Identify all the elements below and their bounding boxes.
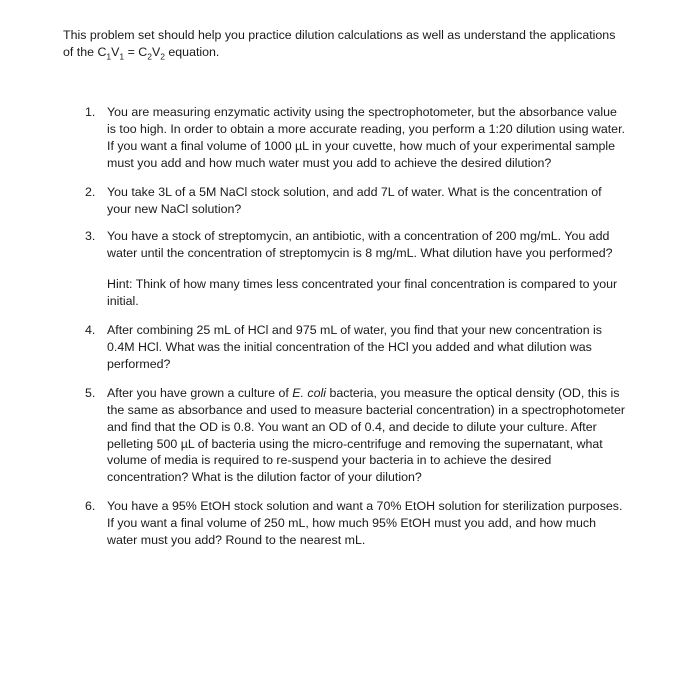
intro-text: This problem set should help you practice dilution calculations as well as understand the applications of the bbox=[63, 28, 616, 59]
problem-text bbox=[107, 385, 625, 486]
problem-item-1 bbox=[85, 104, 625, 172]
intro-paragraph bbox=[63, 27, 623, 60]
problem-item-3 bbox=[85, 228, 625, 310]
problem-hint: Hint: Think of how many times less concentrated your final concentration is compared to your initial. bbox=[107, 277, 618, 309]
problem-item-5 bbox=[85, 385, 625, 486]
problem-item-2 bbox=[85, 184, 625, 218]
problem-number: 2. bbox=[85, 184, 96, 199]
problem-number: 5. bbox=[85, 385, 96, 400]
problem-number: 6. bbox=[85, 499, 96, 514]
problem-text-before: After you have grown a culture of bbox=[107, 385, 293, 400]
problem-number: 3. bbox=[85, 229, 96, 244]
problem-text: You have a 95% EtOH stock solution and want a 70% EtOH solution for sterilization purposes. If you want a final volume of 250 mL, how much 95% EtOH must you add, and how much water must you add? Round to the nearest mL. bbox=[107, 499, 623, 548]
problem-text: You take 3L of a 5M NaCl stock solution, and add 7L of water. What is the concentration of your new NaCl solution? bbox=[107, 184, 602, 216]
problem-text-after: bacteria, you measure the optical density (OD, this is the same as absorbance and used to measure bacterial concentration) in a spectrophotometer and find that the OD is 0.8. You want an OD of 0.4, and decide to dilute your culture. After pelleting 500 µL of bacteria using the micro-centrifuge and removing the supernatant, what volume of media is required to re-suspend your bacteria in to achieve the desired concentration? What is the dilution factor of your dilution? bbox=[107, 385, 625, 485]
problem-list bbox=[85, 104, 625, 549]
equation-c1: $C_1V_1$ bbox=[97, 44, 125, 61]
problem-text: You have a stock of streptomycin, an antibiotic, with a concentration of 200 mg/mL. You add water until the concentration of streptomycin is 8 mg/mL. What dilution have you performed? bbox=[107, 229, 613, 261]
problem-item-6 bbox=[85, 498, 625, 549]
intro-suffix: equation. bbox=[164, 44, 220, 59]
problem-text: After combining 25 mL of HCl and 975 mL of water, you find that your new concentration is 0.4M HCl. What was the initial concentration of the HCl you added and what dilution was performed? bbox=[107, 323, 602, 371]
species-name: E. coli bbox=[292, 385, 327, 400]
problem-item-4 bbox=[85, 322, 625, 373]
problem-number: 4. bbox=[85, 323, 96, 338]
problem-number: 1. bbox=[85, 105, 96, 119]
problem-text: You are measuring enzymatic activity using the spectrophotometer, but the absorbance value is too high. In order to obtain a more accurate reading, you perform a 1:20 dilution using water. If you want a final volume of 1000 µL in your cuvette, how much of your experimental sample must you add and how much water must you add to achieve the desired dilution? bbox=[107, 105, 625, 170]
equation-c2: = $C_2V_2$ bbox=[124, 44, 165, 61]
